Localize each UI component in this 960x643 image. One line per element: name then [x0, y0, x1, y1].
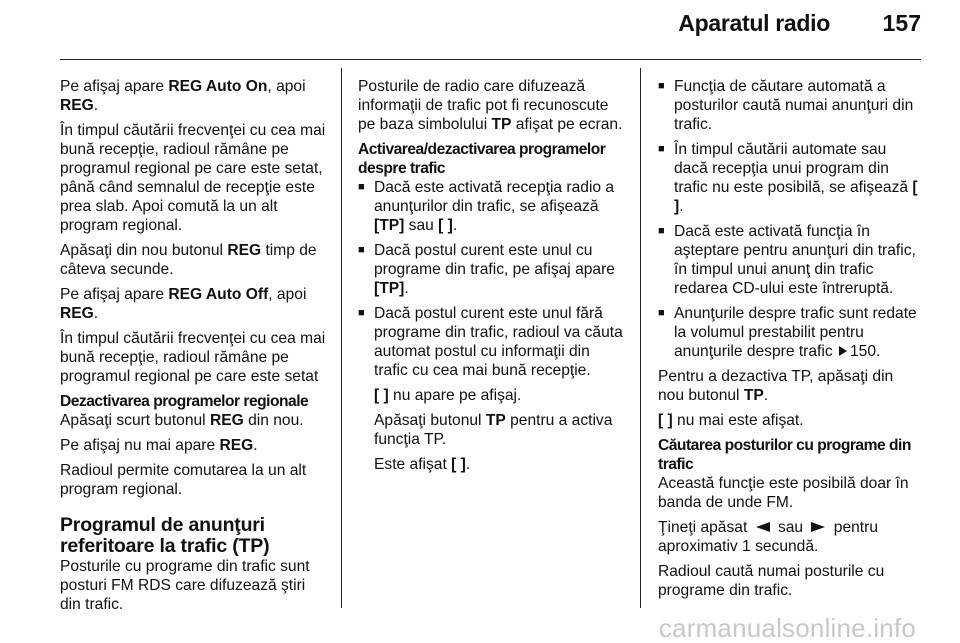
page-reference-arrow-icon [839, 346, 847, 356]
bullet-item: ■ În timpul căutării automate sau dacă recepţia unui program din trafic nu este posibilă, se afişează [ ]. [658, 140, 922, 216]
paragraph: Pe afişaj nu mai apare REG. [60, 437, 258, 454]
seek-right-icon [811, 522, 825, 532]
subheading: Activarea/dezactivarea programelor despre trafic [358, 141, 606, 177]
bullet-item: ■ Dacă este activată funcţia în aşteptare pentru anunţuri din trafic, în timpul unui anunţ din trafic redarea CD-ului este întreruptă. [658, 222, 922, 298]
paragraph: Ţineţi apăsat sau pentru aproximativ 1 secundă. [658, 519, 878, 555]
page-number: 157 [882, 10, 921, 36]
section-heading: Programul de anunţuri referitoare la trafic (TP) [60, 514, 270, 557]
header-divider [60, 59, 921, 60]
seek-left-icon [756, 522, 770, 532]
paragraph: În timpul căutării frecvenţei cu cea mai bună recepţie, radioul rămâne pe programul regional pe care este setat [60, 330, 326, 385]
subheading: Dezactivarea programelor regionale [60, 393, 309, 410]
page-header [0, 0, 960, 60]
column-2 [358, 77, 626, 480]
page-title: Aparatul radio [678, 10, 830, 36]
bullet-item: ■ Anunţurile despre trafic sunt redate la volumul prestabilit pentru anunţurile despre trafic 150. [658, 304, 922, 361]
bullet-item: ■ Funcţia de căutare automată a posturilor caută numai anunţuri din trafic. [658, 77, 922, 134]
paragraph: [ ] nu mai este afişat. [658, 412, 804, 429]
indented-paragraph: Apăsaţi butonul TP pentru a activa funcţia TP. [374, 412, 613, 448]
bullet-item: ■ Dacă postul curent este unul cu programe din trafic, pe afişaj apare [TP]. [358, 241, 626, 298]
paragraph: Radioul caută numai posturile cu programe din trafic. [658, 563, 885, 599]
indented-paragraph: Este afişat [ ]. [374, 456, 471, 473]
paragraph: Această funcţie este posibilă doar în banda de unde FM. [658, 475, 909, 511]
paragraph: Pentru a dezactiva TP, apăsaţi din nou butonul TP. [658, 368, 894, 404]
indented-paragraph: [ ] nu apare pe afişaj. [374, 387, 522, 404]
column-3 [658, 77, 922, 606]
paragraph: În timpul căutării frecvenţei cu cea mai bună recepţie, radioul rămâne pe programul regional pe care este setat, până când semnalul de recepţie este prea slab. Apoi comută la un alt program regional. [60, 122, 326, 234]
watermark: carmanualsonline.info [658, 613, 916, 643]
page-reference[interactable]: 150 [849, 343, 876, 360]
paragraph: Posturile cu programe din trafic sunt posturi FM RDS care difuzează ştiri din trafic. [60, 558, 310, 613]
paragraph: Pe afişaj apare REG Auto Off, apoi REG. [60, 286, 307, 322]
column-divider-2 [640, 68, 641, 608]
paragraph: Apăsaţi din nou butonul REG timp de câteva secunde. [60, 242, 317, 278]
subheading: Căutarea posturilor cu programe din trafic [658, 437, 911, 473]
bullet-item: ■ Dacă este activată recepţia radio a anunţurilor din trafic, se afişează [TP] sau [ ]. [358, 178, 626, 235]
bullet-item: ■ Dacă postul curent este unul fără programe din trafic, radioul va căuta automat postul cu informaţii din trafic cu cea mai bună recepţie. [358, 304, 626, 380]
column-1 [60, 77, 326, 620]
paragraph: Radioul permite comutarea la un alt program regional. [60, 462, 307, 498]
paragraph: Apăsaţi scurt butonul REG din nou. [60, 412, 304, 429]
column-divider-1 [341, 68, 342, 608]
paragraph: Pe afişaj apare REG Auto On, apoi REG. [60, 78, 306, 114]
paragraph: Posturile de radio care difuzează informaţii de trafic pot fi recunoscute pe baza simbolului TP afişat pe ecran. [358, 78, 623, 133]
